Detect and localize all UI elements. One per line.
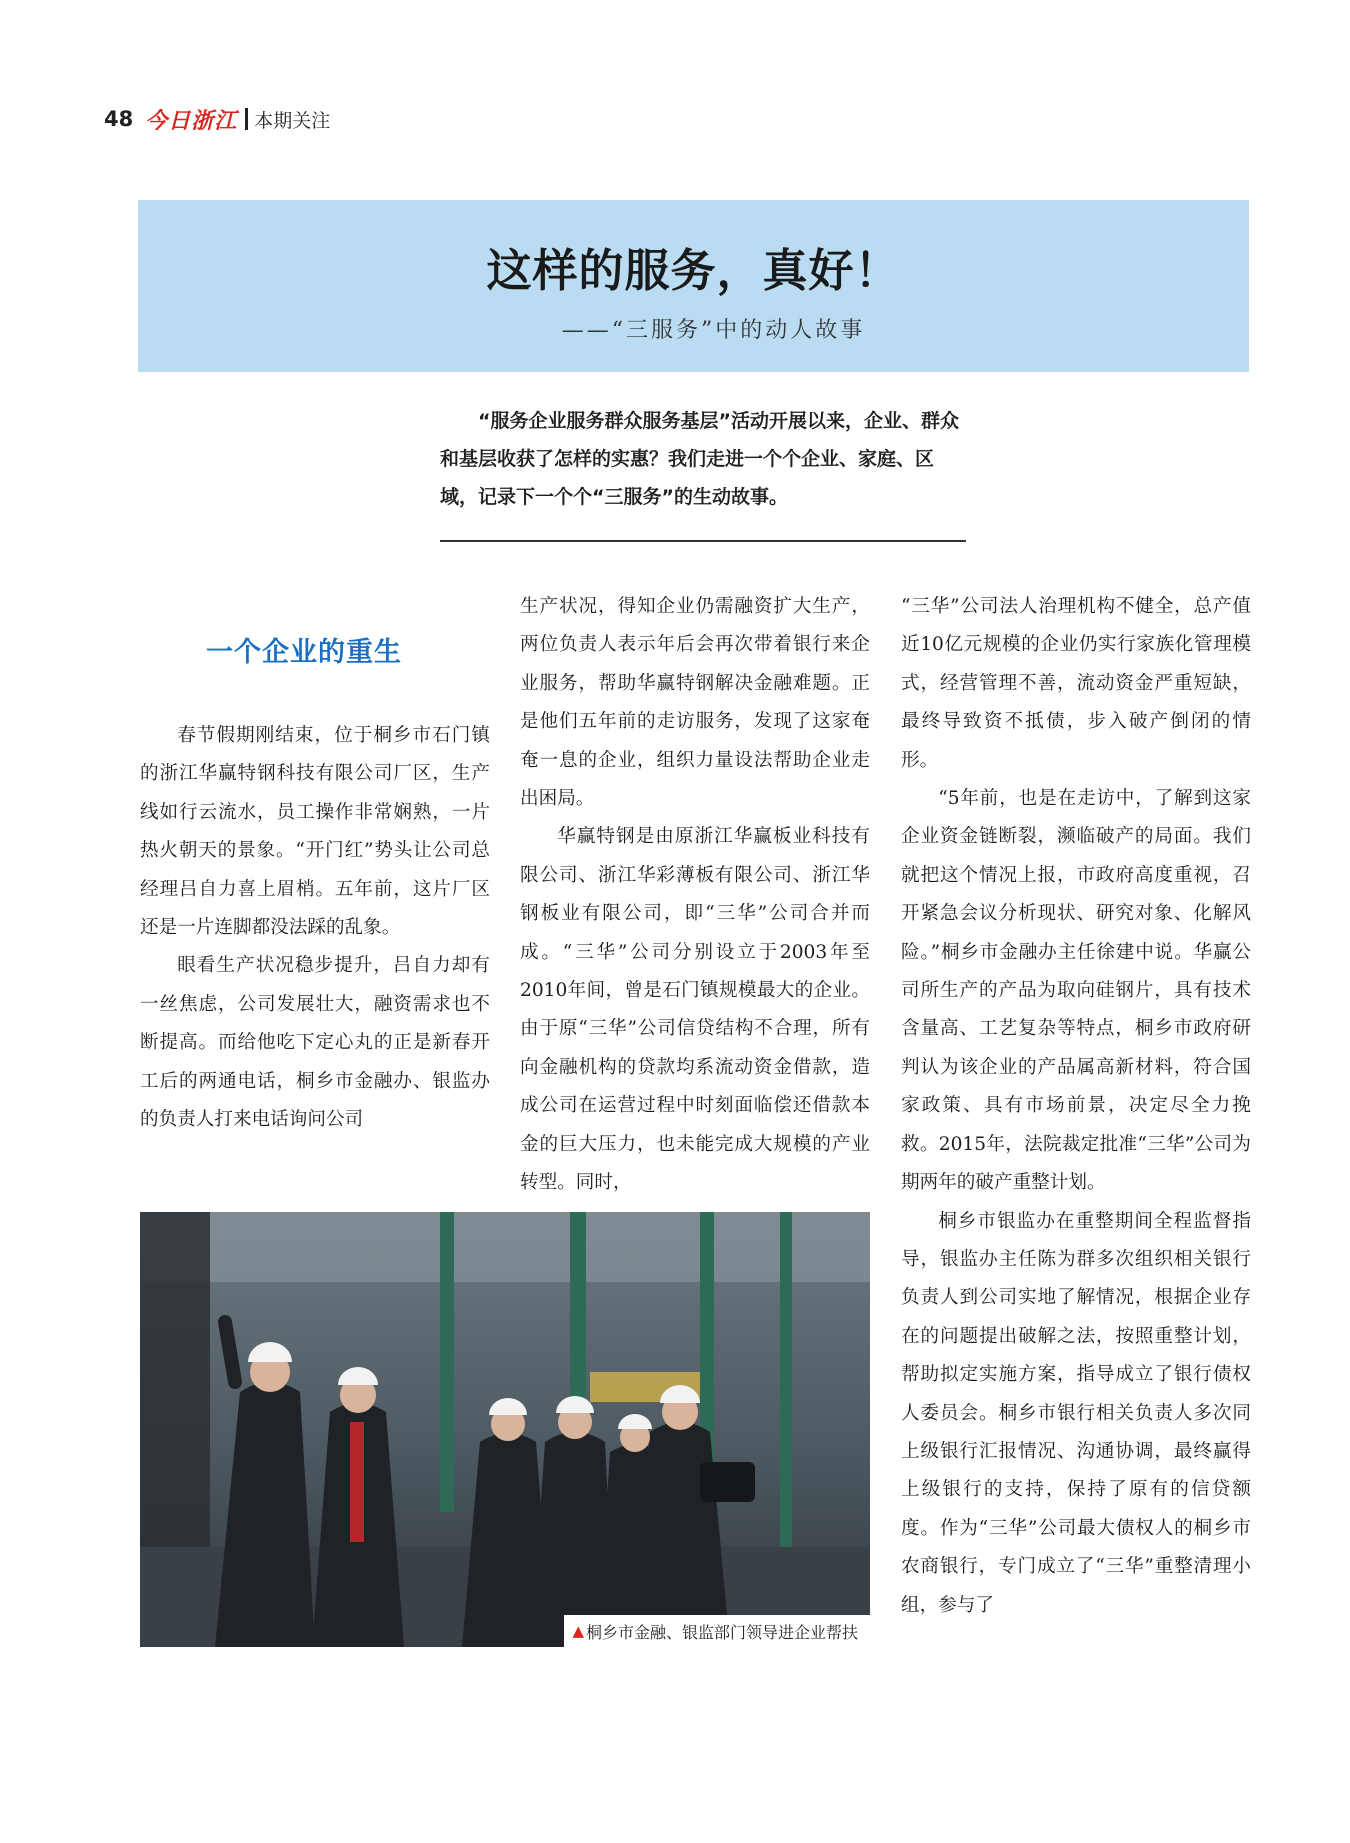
text-column-3 <box>901 588 1251 1625</box>
article-title: 这样的服务，真好！ <box>486 244 901 297</box>
intro-text: “服务企业服务群众服务基层”活动开展以来，企业、群众和基层收获了怎样的实惠？我们走进一个个企业、家庭、区域，记录下一个个“三服务”的生动故事。 <box>440 410 959 508</box>
page-header <box>104 104 330 134</box>
header-divider <box>245 108 248 130</box>
intro-divider <box>440 540 966 542</box>
section-heading: 一个企业的重生 <box>206 637 402 668</box>
magazine-logo: 今日浙江 <box>145 107 238 134</box>
page-number: 48 <box>104 107 134 131</box>
paragraph: “三华”公司法人治理机构不健全，总产值近10亿元规模的企业仍实行家族化管理模式，经营管理不善，流动资金严重短缺，最终导致资不抵债，步入破产倒闭的情形。 <box>901 596 1251 771</box>
photo-caption <box>564 1615 870 1647</box>
text-column-1 <box>140 717 490 1139</box>
caption-text: 桐乡市金融、银监部门领导进企业帮扶 <box>585 1622 858 1642</box>
paragraph: 桐乡市银监办在重整期间全程监督指导，银监办主任陈为群多次组织相关银行负责人到公司实地了解情况，根据企业存在的问题提出破解之法，按照重整计划，帮助拟定实施方案，指导成立了银行债权人委员会。桐乡市银行相关负责人多次同上级银行汇报情况、沟通协调，最终赢得上级银行的支持，保持了原有的信贷额度。作为“三华”公司最大债权人的桐乡市农商银行，专门成立了“三华”重整清理小组，参与了 <box>901 1210 1251 1616</box>
paragraph: 春节假期刚结束，位于桐乡市石门镇的浙江华赢特钢科技有限公司厂区，生产线如行云流水，员工操作非常娴熟，一片热火朝天的景象。“开门红”势头让公司总经理吕自力喜上眉梢。五年前，这片厂区还是一片连脚都没法踩的乱象。 <box>140 725 490 939</box>
text-column-2 <box>520 588 870 1203</box>
paragraph: 生产状况，得知企业仍需融资扩大生产，两位负责人表示年后会再次带着银行来企业服务，帮助华赢特钢解决金融难题。正是他们五年前的走访服务，发现了这家奄奄一息的企业，组织力量设法帮助企业走出困局。 <box>520 596 870 810</box>
title-banner <box>138 200 1249 372</box>
paragraph: 华赢特钢是由原浙江华赢板业科技有限公司、浙江华彩薄板有限公司、浙江华钢板业有限公司，即“三华”公司合并而成。“三华”公司分别设立于2003年至2010年间，曾是石门镇规模最大的企业。由于原“三华”公司信贷结构不合理，所有向金融机构的贷款均系流动资金借款，造成公司在运营过程中时刻面临偿还借款本金的巨大压力，也未能完成大规模的产业转型。同时， <box>520 826 870 1194</box>
section-label: 本期关注 <box>254 109 331 132</box>
caption-triangle-icon: ▲ <box>572 1622 584 1640</box>
paragraph: “5年前，也是在走访中，了解到这家企业资金链断裂，濒临破产的局面。我们就把这个情况上报，市政府高度重视，召开紧急会议分析现状、研究对象、化解风险。”桐乡市金融办主任徐建中说。华赢公司所生产的产品为取向硅钢片，具有技术含量高、工艺复杂等特点，桐乡市政府研判认为该企业的产品属高新材料，符合国家政策、具有市场前景，决定尽全力挽救。2015年，法院裁定批准“三华”公司为期两年的破产重整计划。 <box>901 788 1251 1194</box>
factory-visit-photo <box>140 1212 870 1647</box>
article-intro <box>440 402 960 516</box>
article-subtitle: ——“三服务”中的动人故事 <box>561 318 866 343</box>
paragraph: 眼看生产状况稳步提升，吕自力却有一丝焦虑，公司发展壮大，融资需求也不断提高。而给他吃下定心丸的正是新春开工后的两通电话，桐乡市金融办、银监办的负责人打来电话询问公司 <box>140 955 490 1131</box>
article-photo <box>140 1212 870 1647</box>
